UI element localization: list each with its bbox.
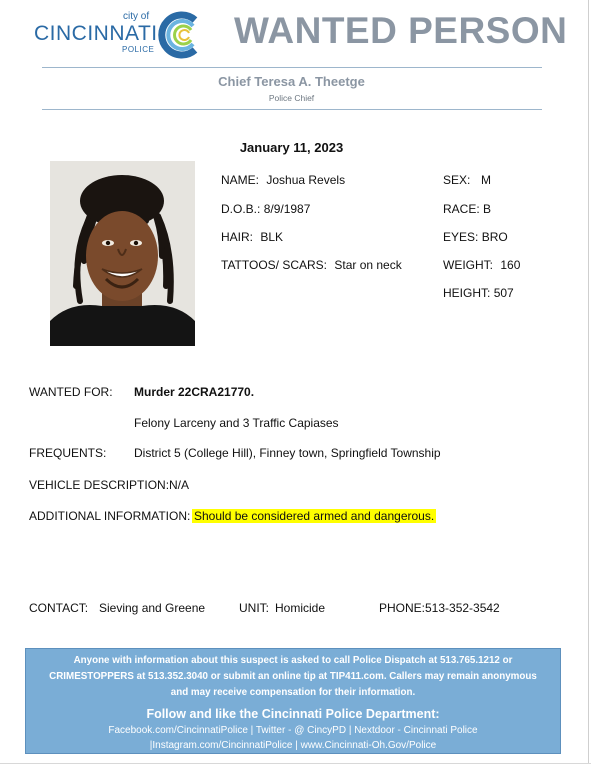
contact-value: Sieving and Greene <box>99 601 206 615</box>
phone-value: 513-352-3542 <box>425 601 500 615</box>
cincinnati-police-logo <box>34 10 206 60</box>
wanted-for-label: WANTED FOR: <box>29 385 113 399</box>
header-divider-bottom <box>42 109 542 110</box>
unit-value: Homicide <box>275 601 326 615</box>
follow-heading: Follow and like the Cincinnati Police Department: <box>146 707 440 721</box>
chief-title: Police Chief <box>268 93 315 103</box>
vehicle-value: N/A <box>169 478 190 492</box>
contact-label: CONTACT: <box>29 601 89 615</box>
unit-label: UNIT: <box>239 601 269 615</box>
additional-info-value <box>192 509 436 523</box>
frequents-value: District 5 (College Hill), Finney town, Springfield Township <box>134 446 441 460</box>
header-divider-top <box>42 67 542 68</box>
tip-info-box <box>25 648 561 754</box>
wanted-for-primary: Murder 22CRA21770. <box>134 385 255 399</box>
frequents-label: FREQUENTS: <box>29 446 107 460</box>
chief-name: Chief Teresa A. Theetge <box>218 74 365 89</box>
page-edge <box>588 0 589 764</box>
bulletin-date: January 11, 2023 <box>239 140 344 155</box>
logo-cincinnati: CINCINNATI <box>34 22 158 45</box>
additional-info-label: ADDITIONAL INFORMATION: <box>29 509 191 523</box>
vehicle-label: VEHICLE DESCRIPTION: <box>29 478 170 492</box>
suspect-hair: HAIR: BLK <box>221 230 284 244</box>
suspect-name: NAME: Joshua Revels <box>221 173 346 187</box>
suspect-weight: WEIGHT: 160 <box>443 258 521 272</box>
phone-label: PHONE: <box>379 601 426 615</box>
suspect-photo <box>50 161 195 346</box>
social-links: Facebook.com/CincinnatiPolice | Twitter - @ CincyPD | Nextdoor - Cincinnati Police |Instagram.com/CincinnatiPolice | www.Cincinnati-Oh.Gov/Police <box>108 725 478 751</box>
suspect-race: RACE: B <box>443 202 492 216</box>
logo-city-of: city of <box>123 11 150 22</box>
logo-police: POLICE <box>122 45 155 54</box>
logo-c-swirl-icon <box>155 10 203 60</box>
suspect-tattoos: TATTOOS/ SCARS: Star on neck <box>221 258 402 272</box>
suspect-height: HEIGHT: 507 <box>443 286 514 300</box>
tip-instructions: Anyone with information about this suspect is asked to call Police Dispatch at 513.765.1212 or CRIMESTOPPERS at 513.352.3040 or submit an online tip at TIP411.com. Callers may remain anonymous and may receive compensation for their information. <box>49 655 537 698</box>
page-title: WANTED PERSON <box>234 10 568 51</box>
suspect-sex: SEX: M <box>443 173 492 187</box>
armed-dangerous-warning: Should be considered armed and dangerous. <box>194 509 435 523</box>
suspect-eyes: EYES: BRO <box>443 230 508 244</box>
wanted-for-secondary: Felony Larceny and 3 Traffic Capiases <box>134 416 339 430</box>
suspect-dob: D.O.B.: 8/9/1987 <box>221 202 311 216</box>
